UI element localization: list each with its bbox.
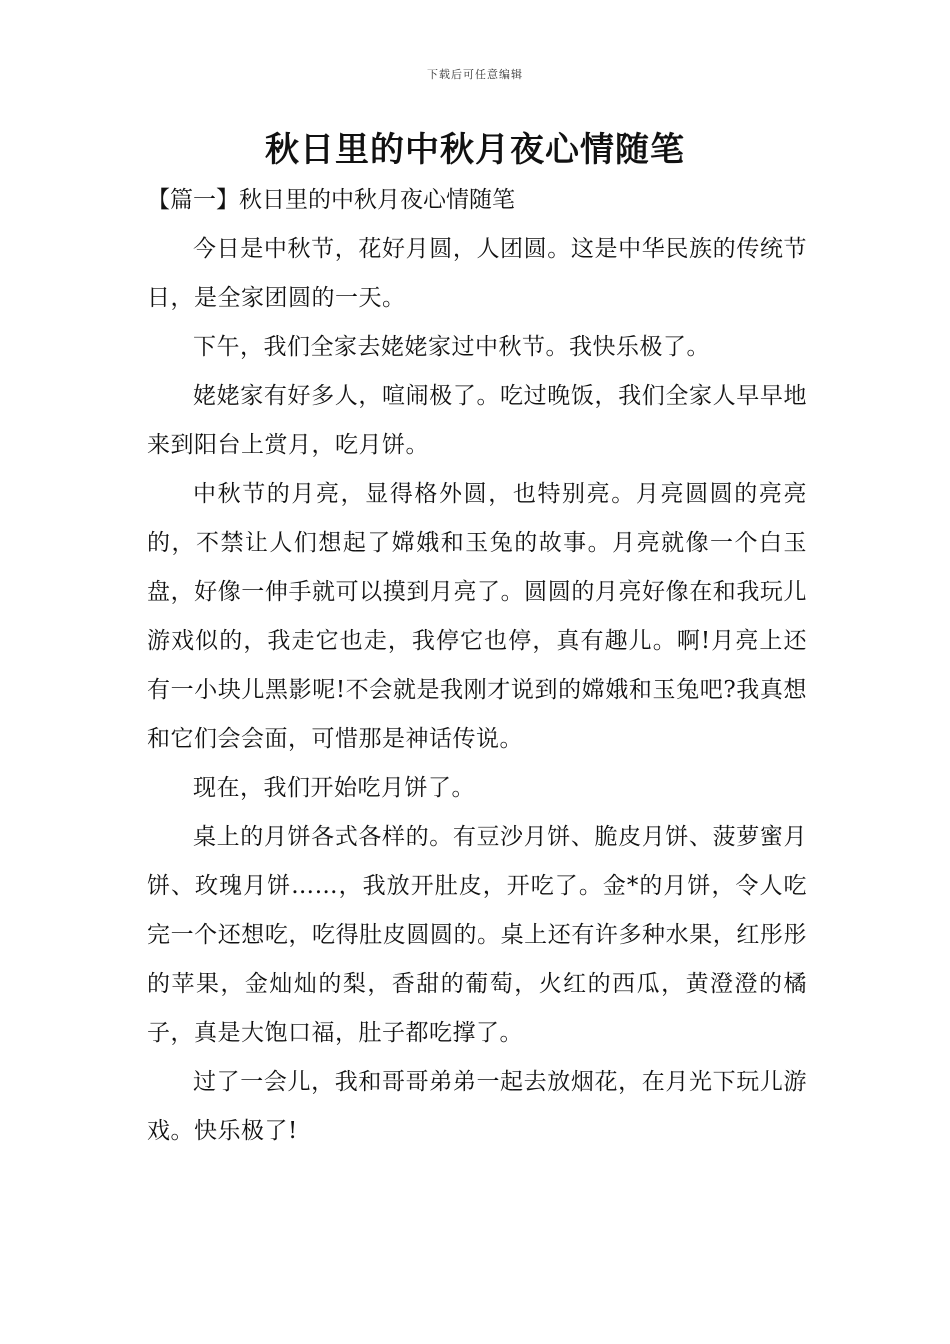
document-title: 秋日里的中秋月夜心情随笔 bbox=[265, 130, 685, 170]
section-heading: 【篇一】秋日里的中秋月夜心情随笔 bbox=[147, 187, 515, 213]
paragraph: 现在，我们开始吃月饼了。 bbox=[193, 775, 475, 801]
paragraph: 今日是中秋节，花好月圆，人团圆。这是中华民族的传统节日，是全家团圆的一天。 bbox=[147, 236, 807, 311]
paragraph: 过了一会儿，我和哥哥弟弟一起去放烟花，在月光下玩儿游戏。快乐极了! bbox=[147, 1069, 807, 1144]
paragraph: 桌上的月饼各式各样的。有豆沙月饼、脆皮月饼、菠萝蜜月饼、玫瑰月饼……，我放开肚皮，开吃了。金*的月饼，令人吃完一个还想吃，吃得肚皮圆圆的。桌上还有许多种水果，红彤彤的苹果，金灿灿的梨，香甜的葡萄，火红的西瓜，黄澄澄的橘子，真是大饱口福，肚子都吃撑了。 bbox=[147, 824, 807, 1046]
header-note: 下载后可任意编辑 bbox=[427, 68, 523, 81]
paragraph: 中秋节的月亮，显得格外圆，也特别亮。月亮圆圆的亮亮的，不禁让人们想起了嫦娥和玉兔的故事。月亮就像一个白玉盘，好像一伸手就可以摸到月亮了。圆圆的月亮好像在和我玩儿游戏似的，我走它也走，我停它也停，真有趣儿。啊!月亮上还有一小块儿黑影呢!不会就是我刚才说到的嫦娥和玉兔吧?我真想和它们会会面，可惜那是神话传说。 bbox=[147, 481, 807, 752]
paragraph: 姥姥家有好多人，喧闹极了。吃过晚饭，我们全家人早早地来到阳台上赏月，吃月饼。 bbox=[147, 383, 807, 458]
paragraph: 下午，我们全家去姥姥家过中秋节。我快乐极了。 bbox=[193, 334, 710, 360]
document-body bbox=[147, 225, 807, 1156]
